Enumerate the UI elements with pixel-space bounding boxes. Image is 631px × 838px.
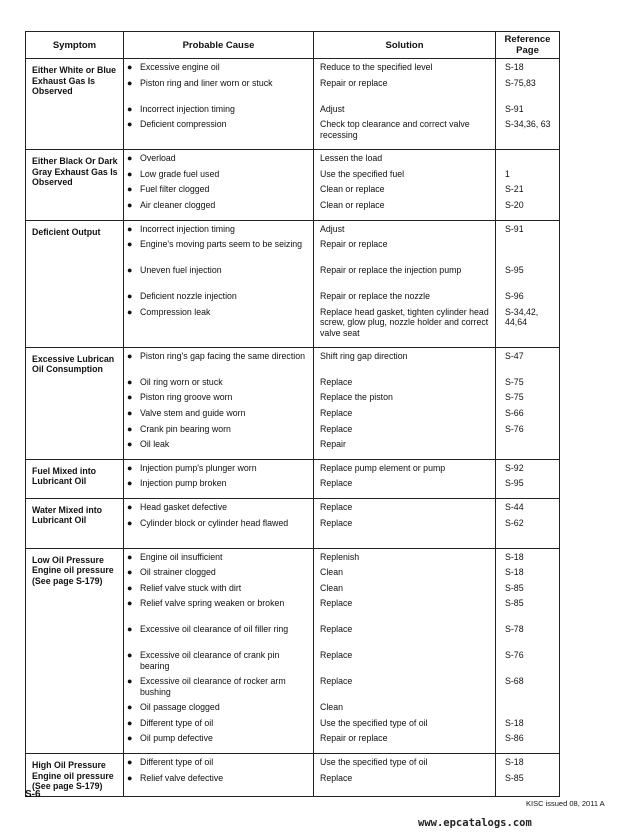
bullet-icon: ● xyxy=(127,239,133,250)
cause-cell xyxy=(124,459,314,498)
solution-text: Replace xyxy=(320,501,353,512)
bullet-icon: ● xyxy=(127,306,133,317)
bullet-icon: ● xyxy=(127,567,133,578)
reference-text: S-91 xyxy=(505,223,524,234)
table-row xyxy=(26,150,560,220)
bullet-icon: ● xyxy=(127,291,133,302)
cause-item xyxy=(127,424,310,440)
bullet-icon: ● xyxy=(127,478,133,489)
reference-text: S-95 xyxy=(505,265,524,276)
bullet-icon: ● xyxy=(127,376,133,387)
table-row xyxy=(26,59,560,150)
reference-cell xyxy=(496,498,560,548)
bullet-icon: ● xyxy=(127,265,133,276)
bullet-icon: ● xyxy=(127,702,133,713)
solution-text: Repair or replace xyxy=(320,733,388,744)
solution-text: Replace xyxy=(320,598,353,609)
cause-cell xyxy=(124,754,314,797)
cause-item xyxy=(127,408,310,424)
cause-item xyxy=(127,702,310,718)
solution-text: Replenish xyxy=(320,551,360,562)
bullet-icon: ● xyxy=(127,501,133,512)
reference-text: S-76 xyxy=(505,423,524,434)
reference-cell xyxy=(496,150,560,220)
reference-text: S-18 xyxy=(505,717,524,728)
reference-text xyxy=(502,702,556,718)
reference-text: S-20 xyxy=(505,199,524,210)
reference-text: S-18 xyxy=(505,62,524,72)
cause-item xyxy=(127,650,310,676)
bullet-icon: ● xyxy=(127,650,133,661)
bullet-icon: ● xyxy=(127,350,133,361)
cause-text: Air cleaner clogged xyxy=(140,199,216,210)
solution-cell xyxy=(314,150,496,220)
cause-item xyxy=(127,478,310,494)
table-row xyxy=(26,220,560,347)
cause-text: Injection pump's plunger worn xyxy=(140,462,257,473)
reference-text xyxy=(502,439,556,455)
solution-text: Replace xyxy=(320,676,353,687)
cause-text: Excessive oil clearance of crank pin bearing xyxy=(140,650,280,671)
cause-text: Compression leak xyxy=(140,306,211,317)
cause-item xyxy=(127,200,310,216)
reference-text: S-18 xyxy=(505,567,524,578)
reference-cell xyxy=(496,220,560,347)
solution-text: Use the specified fuel xyxy=(320,168,405,179)
cause-item xyxy=(127,169,310,185)
cause-item xyxy=(127,757,310,773)
cause-item xyxy=(127,733,310,749)
reference-cell xyxy=(496,347,560,459)
bullet-icon: ● xyxy=(127,462,133,473)
solution-cell xyxy=(314,459,496,498)
reference-text xyxy=(502,239,556,265)
cause-cell xyxy=(124,548,314,754)
reference-text xyxy=(502,153,556,169)
header-solution: Solution xyxy=(314,32,496,59)
cause-item xyxy=(127,567,310,583)
reference-text: S-34,36, 63 xyxy=(505,119,551,130)
solution-text: Repair xyxy=(320,439,346,450)
solution-text: Clean xyxy=(320,702,343,713)
bullet-icon: ● xyxy=(127,103,133,114)
bullet-icon: ● xyxy=(127,62,133,72)
cause-item xyxy=(127,676,310,702)
cause-item xyxy=(127,552,310,568)
cause-text: Overload xyxy=(140,153,176,164)
cause-text: Oil strainer clogged xyxy=(140,567,216,578)
cause-text: Deficient compression xyxy=(140,119,227,130)
cause-item xyxy=(127,518,310,544)
reference-text: 1 xyxy=(505,168,510,179)
symptom-cell: Low Oil Pressure Engine oil pressure (See page S-179) xyxy=(26,548,124,754)
cause-text: Piston ring groove worn xyxy=(140,392,233,403)
solution-text: Adjust xyxy=(320,103,345,114)
reference-text: S-66 xyxy=(505,407,524,418)
solution-text: Replace xyxy=(320,376,353,387)
bullet-icon: ● xyxy=(127,676,133,687)
bullet-icon: ● xyxy=(127,168,133,179)
cause-item xyxy=(127,119,310,145)
cause-text: Crank pin bearing worn xyxy=(140,423,231,434)
symptom-cell: Either White or Blue Exhaust Gas Is Observed xyxy=(26,59,124,150)
cause-item xyxy=(127,439,310,455)
reference-text: S-78 xyxy=(505,624,524,635)
reference-text: S-85 xyxy=(505,582,524,593)
solution-text: Replace xyxy=(320,772,353,783)
bullet-icon: ● xyxy=(127,772,133,783)
reference-cell xyxy=(496,548,560,754)
solution-text: Repair or replace the injection pump xyxy=(320,265,462,276)
reference-text: S-85 xyxy=(505,598,524,609)
symptom-cell: Either Black Or Dark Gray Exhaust Gas Is Observed xyxy=(26,150,124,220)
cause-cell xyxy=(124,220,314,347)
cause-text: Engine's moving parts seem to be seizing xyxy=(140,239,303,250)
reference-text: S-47 xyxy=(505,350,524,361)
cause-item xyxy=(127,239,310,265)
solution-text: Repair or replace xyxy=(320,239,388,250)
bullet-icon: ● xyxy=(127,423,133,434)
cause-item xyxy=(127,153,310,169)
solution-text: Replace xyxy=(320,407,353,418)
reference-text: S-62 xyxy=(505,517,524,528)
symptom-cell: Deficient Output xyxy=(26,220,124,347)
symptom-cell: High Oil Pressure Engine oil pressure (See page S-179) xyxy=(26,754,124,797)
cause-text: Piston ring and liner worn or stuck xyxy=(140,77,273,88)
bullet-icon: ● xyxy=(127,153,133,164)
cause-text: Valve stem and guide worn xyxy=(140,407,246,418)
table-row xyxy=(26,347,560,459)
cause-text: Oil leak xyxy=(140,439,170,450)
cause-text: Low grade fuel used xyxy=(140,168,220,179)
reference-text: S-34,42, 44,64 xyxy=(505,306,539,328)
cause-cell xyxy=(124,59,314,150)
solution-text: Replace xyxy=(320,517,353,528)
table-row xyxy=(26,754,560,797)
reference-cell xyxy=(496,459,560,498)
bullet-icon: ● xyxy=(127,517,133,528)
reference-text: S-91 xyxy=(505,103,524,114)
bullet-icon: ● xyxy=(127,582,133,593)
solution-text: Adjust xyxy=(320,223,345,234)
bullet-icon: ● xyxy=(127,392,133,403)
reference-text: S-95 xyxy=(505,478,524,489)
bullet-icon: ● xyxy=(127,199,133,210)
reference-text: S-96 xyxy=(505,291,524,302)
solution-text: Replace head gasket, tighten cylinder head screw, glow plug, nozzle holder and correct valve seat xyxy=(320,306,489,338)
symptom-cell: Fuel Mixed into Lubricant Oil xyxy=(26,459,124,498)
bullet-icon: ● xyxy=(127,184,133,195)
solution-text: Replace xyxy=(320,478,353,489)
reference-text: S-44 xyxy=(505,501,524,512)
cause-text: Relief valve stuck with dirt xyxy=(140,582,242,593)
solution-cell xyxy=(314,548,496,754)
cause-text: Oil pump defective xyxy=(140,733,213,744)
solution-cell xyxy=(314,498,496,548)
cause-text: Piston ring's gap facing the same direction xyxy=(140,350,306,361)
cause-item xyxy=(127,598,310,624)
table-row xyxy=(26,548,560,754)
cause-item xyxy=(127,377,310,393)
reference-text: S-68 xyxy=(505,676,524,687)
cause-text: Deficient nozzle injection xyxy=(140,291,237,302)
cause-text: Injection pump broken xyxy=(140,478,227,489)
cause-text: Different type of oil xyxy=(140,717,214,728)
solution-text: Clean xyxy=(320,582,343,593)
troubleshooting-table xyxy=(25,31,560,797)
solution-text: Repair or replace xyxy=(320,77,388,88)
cause-item xyxy=(127,265,310,291)
bullet-icon: ● xyxy=(127,733,133,744)
solution-text: Check top clearance and correct valve recessing xyxy=(320,119,470,140)
cause-item xyxy=(127,583,310,599)
page-number: S-6 xyxy=(25,789,41,800)
watermark-url: www.epcatalogs.com xyxy=(418,817,532,829)
cause-item xyxy=(127,463,310,479)
solution-text: Clean or replace xyxy=(320,184,385,195)
reference-text: S-75 xyxy=(505,392,524,403)
reference-text: S-21 xyxy=(505,184,524,195)
solution-cell xyxy=(314,347,496,459)
reference-text: S-18 xyxy=(505,551,524,562)
bullet-icon: ● xyxy=(127,77,133,88)
bullet-icon: ● xyxy=(127,407,133,418)
solution-text: Reduce to the specified level xyxy=(320,62,433,72)
bullet-icon: ● xyxy=(127,551,133,562)
header-reference-page: Reference Page xyxy=(496,32,560,59)
reference-text: S-75,83 xyxy=(505,77,536,88)
cause-text: Uneven fuel injection xyxy=(140,265,222,276)
table-row xyxy=(26,459,560,498)
cause-text: Head gasket defective xyxy=(140,501,228,512)
cause-item xyxy=(127,718,310,734)
cause-text: Different type of oil xyxy=(140,757,214,768)
cause-text: Incorrect injection timing xyxy=(140,223,235,234)
solution-cell xyxy=(314,754,496,797)
solution-text: Clean xyxy=(320,567,343,578)
cause-item xyxy=(127,62,310,78)
solution-text: Shift ring gap direction xyxy=(320,350,408,361)
solution-text: Replace xyxy=(320,624,353,635)
solution-text: Replace pump element or pump xyxy=(320,462,446,473)
cause-text: Cylinder block or cylinder head flawed xyxy=(140,517,289,528)
reference-cell xyxy=(496,754,560,797)
cause-item xyxy=(127,224,310,240)
solution-text: Use the specified type of oil xyxy=(320,717,428,728)
solution-text: Replace the piston xyxy=(320,392,393,403)
cause-item xyxy=(127,307,310,343)
bullet-icon: ● xyxy=(127,717,133,728)
bullet-icon: ● xyxy=(127,757,133,768)
bullet-icon: ● xyxy=(127,119,133,130)
header-symptom: Symptom xyxy=(26,32,124,59)
reference-text: S-76 xyxy=(505,650,524,661)
cause-text: Excessive oil clearance of oil filler ring xyxy=(140,624,289,635)
cause-item xyxy=(127,773,310,789)
solution-text: Replace xyxy=(320,423,353,434)
solution-text: Use the specified type of oil xyxy=(320,757,428,768)
cause-text: Fuel filter clogged xyxy=(140,184,210,195)
reference-text: S-75 xyxy=(505,376,524,387)
cause-text: Oil passage clogged xyxy=(140,702,220,713)
cause-item xyxy=(127,78,310,104)
cause-cell xyxy=(124,498,314,548)
cause-text: Excessive engine oil xyxy=(140,62,220,72)
symptom-cell: Excessive Lubrican Oil Consumption xyxy=(26,347,124,459)
cause-item xyxy=(127,392,310,408)
bullet-icon: ● xyxy=(127,624,133,635)
cause-item xyxy=(127,351,310,377)
table-row xyxy=(26,498,560,548)
solution-cell xyxy=(314,59,496,150)
cause-item xyxy=(127,184,310,200)
reference-text: S-18 xyxy=(505,757,524,768)
reference-text: S-92 xyxy=(505,462,524,473)
bullet-icon: ● xyxy=(127,223,133,234)
issue-note: KISC issued 08, 2011 A xyxy=(526,799,605,808)
cause-text: Relief valve defective xyxy=(140,772,224,783)
reference-cell xyxy=(496,59,560,150)
header-probable-cause: Probable Cause xyxy=(124,32,314,59)
cause-item xyxy=(127,104,310,120)
reference-text: S-86 xyxy=(505,733,524,744)
cause-text: Oil ring worn or stuck xyxy=(140,376,223,387)
table-header-row xyxy=(26,32,560,59)
solution-text: Clean or replace xyxy=(320,199,385,210)
cause-text: Excessive oil clearance of rocker arm bushing xyxy=(140,676,286,697)
cause-item xyxy=(127,291,310,307)
cause-text: Engine oil insufficient xyxy=(140,551,223,562)
cause-item xyxy=(127,502,310,518)
cause-text: Incorrect injection timing xyxy=(140,103,235,114)
bullet-icon: ● xyxy=(127,598,133,609)
cause-cell xyxy=(124,150,314,220)
cause-cell xyxy=(124,347,314,459)
bullet-icon: ● xyxy=(127,439,133,450)
reference-text: S-85 xyxy=(505,772,524,783)
symptom-cell: Water Mixed into Lubricant Oil xyxy=(26,498,124,548)
solution-text: Replace xyxy=(320,650,353,661)
solution-text: Lessen the load xyxy=(320,153,383,164)
cause-text: Relief valve spring weaken or broken xyxy=(140,598,285,609)
cause-item xyxy=(127,624,310,650)
solution-text: Repair or replace the nozzle xyxy=(320,291,431,302)
solution-cell xyxy=(314,220,496,347)
